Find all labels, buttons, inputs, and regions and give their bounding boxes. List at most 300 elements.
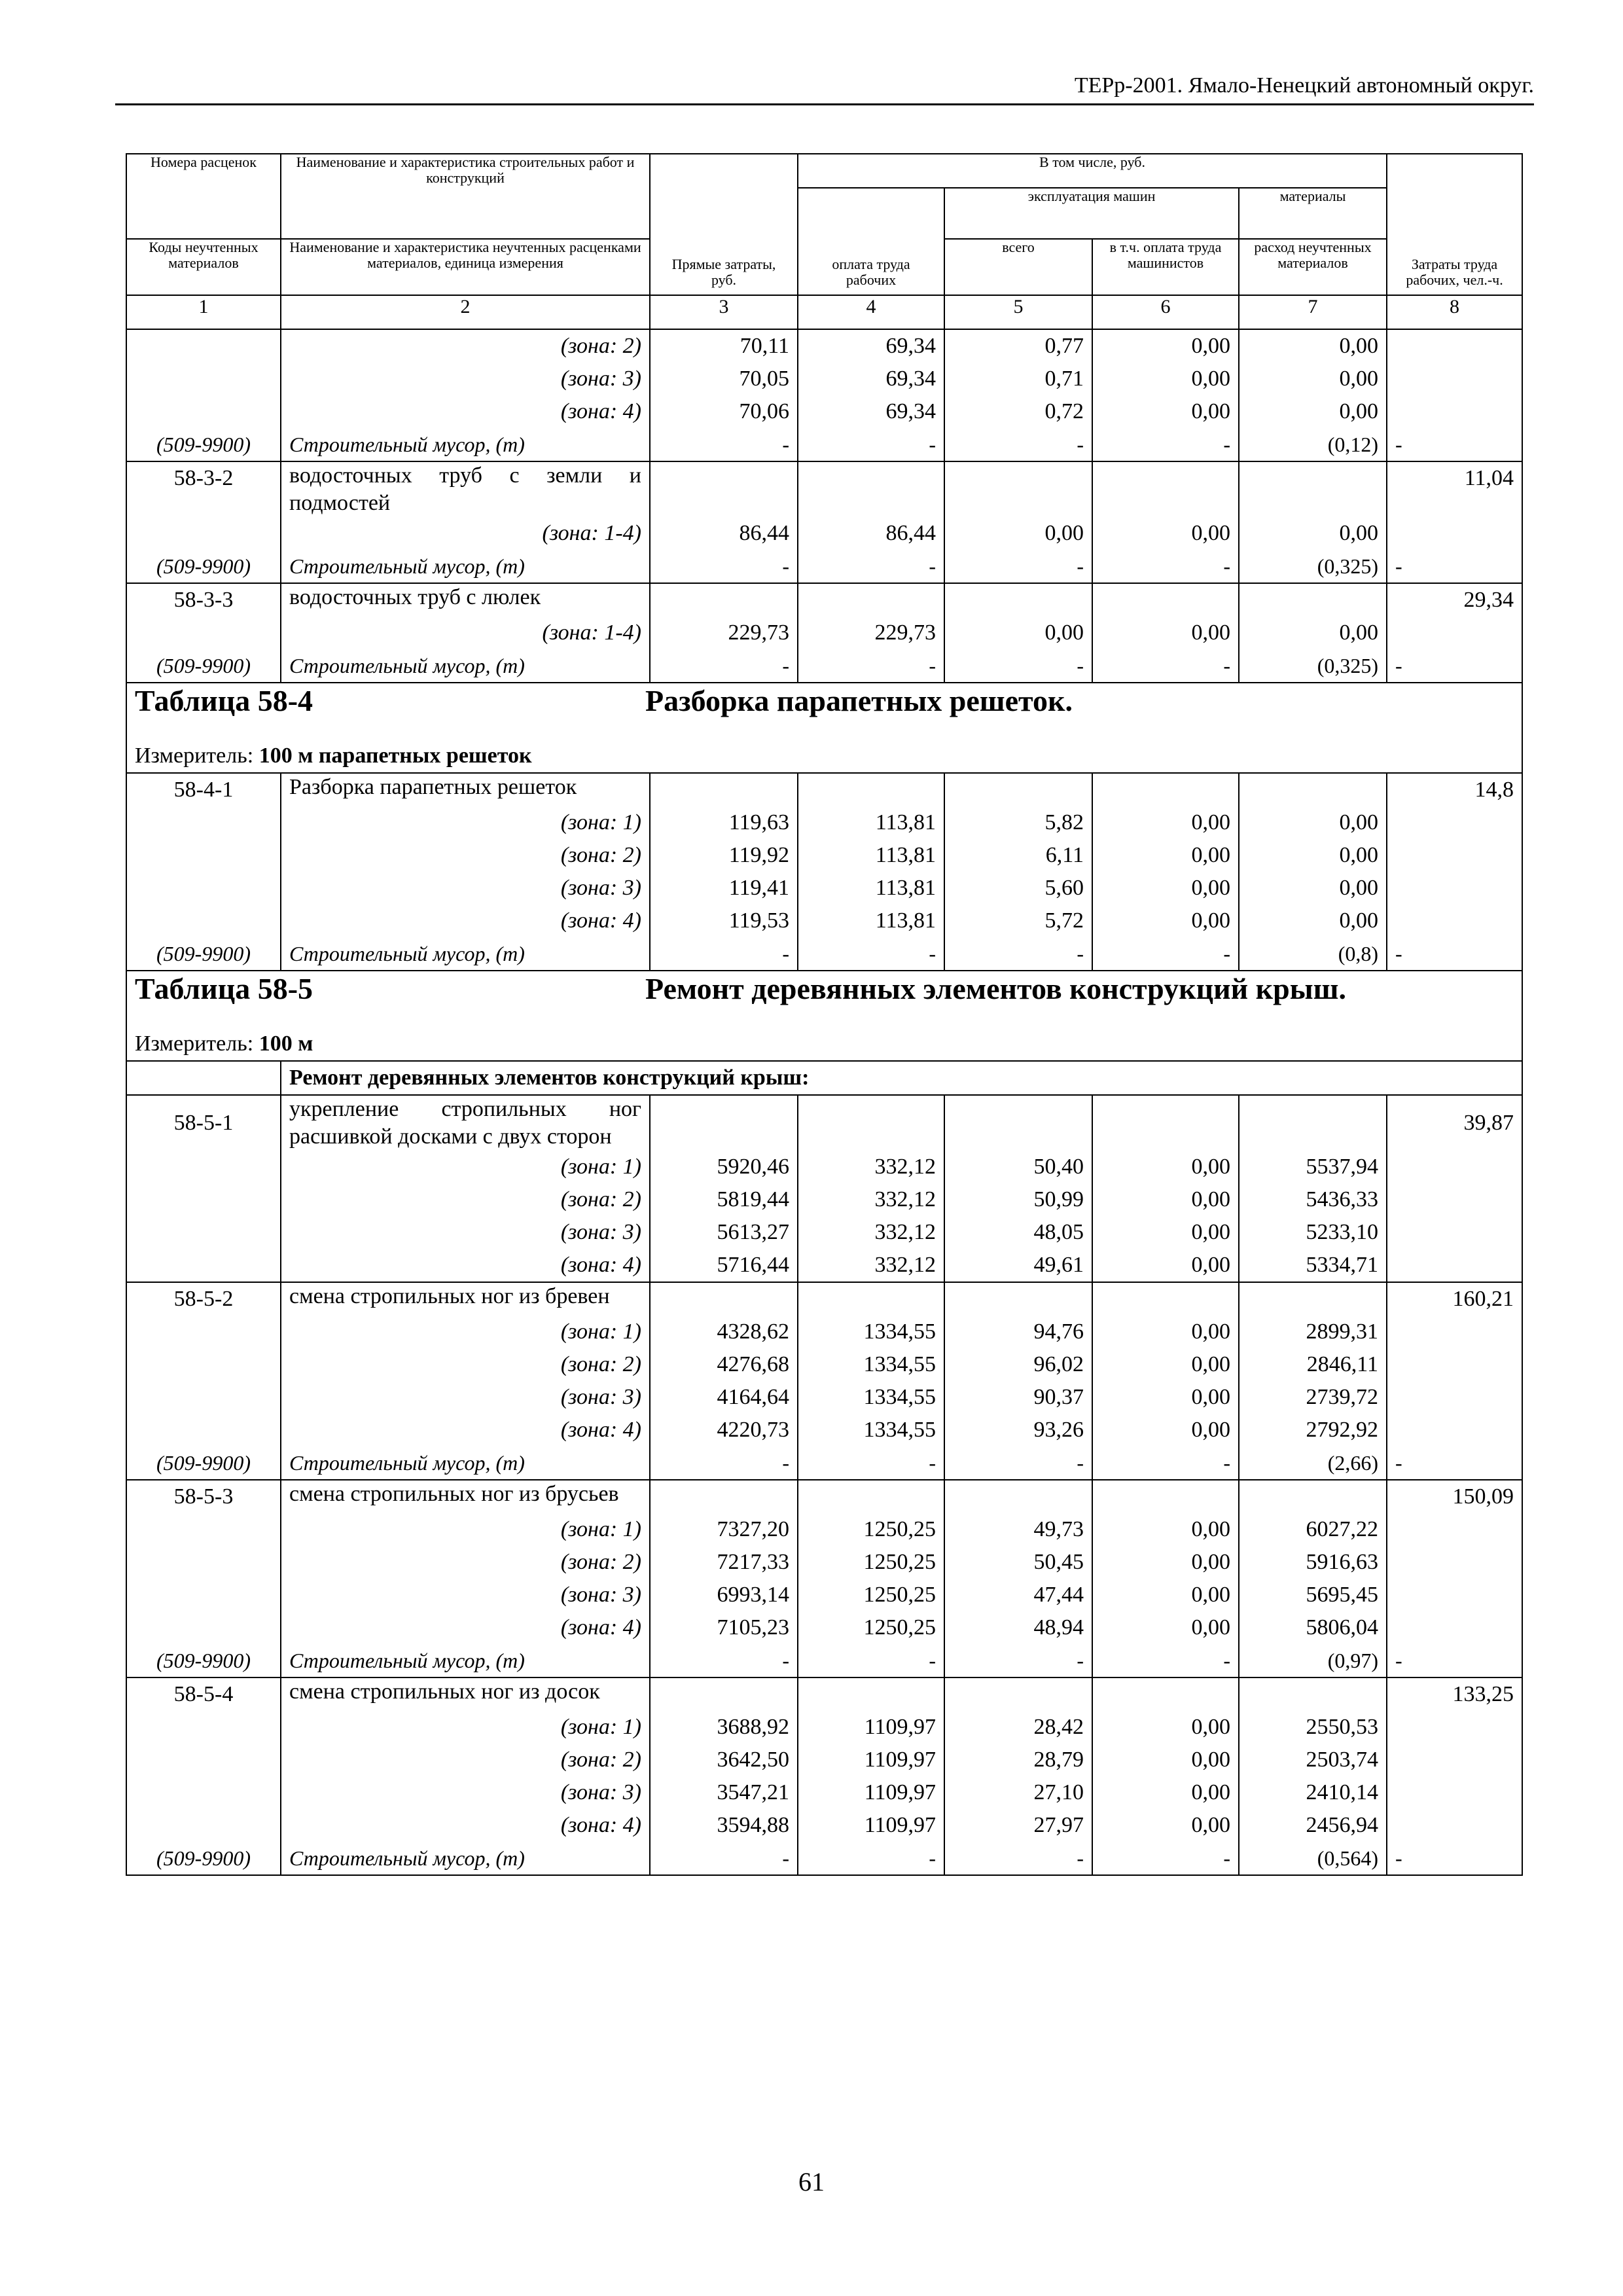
direct-costs: 6993,14 [650,1579,798,1611]
direct-costs: 7217,33 [650,1546,798,1579]
zone-label: (зона: 3) [281,1776,650,1809]
work-description: водосточных труб с земли и подмостей [281,461,650,517]
dash-mark: - [1387,649,1522,683]
direct-costs: 3547,21 [650,1776,798,1809]
empty-cell [126,617,281,649]
dash-mark: - [1387,428,1522,461]
header-machinist-pay: в т.ч. оплата труда машинистов [1092,239,1239,295]
direct-costs: 70,05 [650,363,798,395]
machines-total: 47,44 [944,1579,1092,1611]
empty-cell [1387,1183,1522,1216]
material-consumption: 2739,72 [1239,1381,1387,1414]
dash-mark: - [944,428,1092,461]
dash-mark: - [1092,937,1239,971]
dash-mark: - [650,550,798,583]
direct-costs: 119,92 [650,839,798,872]
empty-cell [126,1546,281,1579]
zone-row [126,1744,1522,1776]
machinist-pay: 0,00 [1092,905,1239,937]
material-quantity: (0,325) [1239,649,1387,683]
dash-mark: - [798,1842,944,1875]
header-workers-pay: оплата труда рабочих [798,188,944,295]
zone-label: (зона: 4) [281,1611,650,1644]
machinist-pay: 0,00 [1092,806,1239,839]
measure-row [126,1028,1522,1061]
machines-total: 49,73 [944,1513,1092,1546]
workers-pay: 332,12 [798,1183,944,1216]
zone-row [126,1249,1522,1282]
workers-pay: 332,12 [798,1216,944,1249]
machinist-pay: 0,00 [1092,1546,1239,1579]
rate-row [126,1480,1522,1513]
zone-row [126,329,1522,363]
measure-label: Измеритель: [135,1031,259,1056]
zone-label: (зона: 3) [281,1216,650,1249]
dash-mark: - [1387,1842,1522,1875]
empty-cell [1387,1579,1522,1611]
material-name: Строительный мусор, (т) [281,1842,650,1875]
workers-pay: 1250,25 [798,1513,944,1546]
debris-row [126,1644,1522,1677]
empty-cell [650,773,798,806]
empty-cell [126,1744,281,1776]
material-name: Строительный мусор, (т) [281,1446,650,1480]
zone-row [126,1414,1522,1446]
workers-pay: 113,81 [798,806,944,839]
rate-row [126,461,1522,517]
empty-cell [126,1183,281,1216]
column-number: 8 [1387,295,1522,329]
zone-label: (зона: 4) [281,1809,650,1842]
empty-cell [1092,1677,1239,1711]
labor-hours: 150,09 [1387,1480,1522,1513]
material-consumption: 2846,11 [1239,1348,1387,1381]
machinist-pay: 0,00 [1092,1513,1239,1546]
header-direct-costs: Прямые затраты, руб. [650,154,798,295]
machinist-pay: 0,00 [1092,1216,1239,1249]
dash-mark: - [798,550,944,583]
rate-code: (509-9900) [126,937,281,971]
empty-cell [1092,583,1239,617]
empty-cell [944,583,1092,617]
direct-costs: 229,73 [650,617,798,649]
material-quantity: (2,66) [1239,1446,1387,1480]
zone-row [126,1316,1522,1348]
dash-mark: - [798,937,944,971]
zone-label: (зона: 1-4) [281,617,650,649]
machines-total: 5,82 [944,806,1092,839]
machines-total: 6,11 [944,839,1092,872]
zone-row [126,517,1522,550]
work-description: смена стропильных ног из брусьев [281,1480,650,1513]
rate-code: 58-5-1 [126,1095,281,1151]
labor-hours: 39,87 [1387,1095,1522,1151]
material-consumption: 0,00 [1239,329,1387,363]
empty-cell [798,583,944,617]
rate-code: 58-5-3 [126,1480,281,1513]
workers-pay: 69,34 [798,395,944,428]
zone-row [126,1579,1522,1611]
machinist-pay: 0,00 [1092,1611,1239,1644]
empty-cell [1387,1216,1522,1249]
material-consumption: 5334,71 [1239,1249,1387,1282]
table-title-row [126,971,1522,1028]
empty-cell [1387,1348,1522,1381]
empty-cell [126,905,281,937]
workers-pay: 86,44 [798,517,944,550]
dash-mark: - [650,1446,798,1480]
empty-cell [798,1677,944,1711]
empty-cell [798,1480,944,1513]
machines-total: 94,76 [944,1316,1092,1348]
empty-cell [650,1480,798,1513]
zone-row [126,839,1522,872]
zone-row [126,1348,1522,1381]
rate-code: 58-3-3 [126,583,281,617]
column-number: 5 [944,295,1092,329]
empty-cell [650,461,798,517]
subheading: Ремонт деревянных элементов конструкций крыш: [281,1061,1522,1095]
direct-costs: 3688,92 [650,1711,798,1744]
machinist-pay: 0,00 [1092,1776,1239,1809]
zone-label: (зона: 3) [281,1579,650,1611]
workers-pay: 1250,25 [798,1546,944,1579]
zone-label: (зона: 1-4) [281,517,650,550]
machinist-pay: 0,00 [1092,363,1239,395]
material-consumption: 0,00 [1239,617,1387,649]
empty-cell [1387,517,1522,550]
empty-cell [126,1414,281,1446]
direct-costs: 119,41 [650,872,798,905]
zone-label: (зона: 2) [281,1183,650,1216]
empty-cell [798,773,944,806]
rate-code: 58-4-1 [126,773,281,806]
rate-code: 58-3-2 [126,461,281,517]
empty-cell [1092,1282,1239,1316]
empty-cell [1092,461,1239,517]
header-materials: материалы [1239,188,1387,239]
machinist-pay: 0,00 [1092,1579,1239,1611]
table-number: Таблица 58-5 [135,972,313,1005]
material-consumption: 5436,33 [1239,1183,1387,1216]
direct-costs: 7327,20 [650,1513,798,1546]
labor-hours: 14,8 [1387,773,1522,806]
dash-mark: - [1092,428,1239,461]
dash-mark: - [944,550,1092,583]
workers-pay: 229,73 [798,617,944,649]
zone-row [126,1183,1522,1216]
zone-label: (зона: 2) [281,329,650,363]
machinist-pay: 0,00 [1092,1414,1239,1446]
direct-costs: 86,44 [650,517,798,550]
machinist-pay: 0,00 [1092,617,1239,649]
direct-costs: 4276,68 [650,1348,798,1381]
rate-row [126,583,1522,617]
empty-cell [1092,773,1239,806]
rate-row [126,773,1522,806]
workers-pay: 1334,55 [798,1316,944,1348]
dash-mark: - [650,428,798,461]
debris-row [126,937,1522,971]
empty-cell [1387,1776,1522,1809]
empty-cell [126,395,281,428]
empty-cell [650,1282,798,1316]
machinist-pay: 0,00 [1092,872,1239,905]
direct-costs: 4220,73 [650,1414,798,1446]
machines-total: 0,00 [944,617,1092,649]
empty-cell [126,1381,281,1414]
dash-mark: - [1092,649,1239,683]
workers-pay: 1334,55 [798,1414,944,1446]
machinist-pay: 0,00 [1092,1316,1239,1348]
material-consumption: 2456,94 [1239,1809,1387,1842]
material-quantity: (0,564) [1239,1842,1387,1875]
machines-total: 5,72 [944,905,1092,937]
empty-cell [650,1677,798,1711]
machinist-pay: 0,00 [1092,1744,1239,1776]
machines-total: 48,94 [944,1611,1092,1644]
material-consumption: 2550,53 [1239,1711,1387,1744]
material-name: Строительный мусор, (т) [281,550,650,583]
material-quantity: (0,12) [1239,428,1387,461]
empty-cell [1239,773,1387,806]
empty-cell [1387,617,1522,649]
empty-cell [126,363,281,395]
material-consumption: 0,00 [1239,517,1387,550]
zone-row [126,1513,1522,1546]
direct-costs: 70,06 [650,395,798,428]
empty-cell [1387,1711,1522,1744]
machinist-pay: 0,00 [1092,1249,1239,1282]
empty-cell [126,1711,281,1744]
dash-mark: - [944,1842,1092,1875]
direct-costs: 119,63 [650,806,798,839]
direct-costs: 3642,50 [650,1744,798,1776]
zone-label: (зона: 2) [281,1744,650,1776]
zone-row [126,1216,1522,1249]
zone-row [126,617,1522,649]
machinist-pay: 0,00 [1092,395,1239,428]
empty-cell [1239,1282,1387,1316]
machines-total: 50,45 [944,1546,1092,1579]
machines-total: 50,99 [944,1183,1092,1216]
direct-costs: 4328,62 [650,1316,798,1348]
header-machines: эксплуатация машин [944,188,1239,239]
direct-costs: 3594,88 [650,1809,798,1842]
debris-row [126,550,1522,583]
machines-total: 48,05 [944,1216,1092,1249]
material-consumption: 5233,10 [1239,1216,1387,1249]
material-consumption: 0,00 [1239,905,1387,937]
work-description: смена стропильных ног из бревен [281,1282,650,1316]
material-name: Строительный мусор, (т) [281,1644,650,1677]
table-title: Разборка парапетных решеток. [645,684,1073,717]
machinist-pay: 0,00 [1092,1381,1239,1414]
empty-cell [650,1095,798,1151]
zone-label: (зона: 1) [281,1151,650,1183]
column-number: 6 [1092,295,1239,329]
empty-cell [126,329,281,363]
workers-pay: 113,81 [798,839,944,872]
table-number: Таблица 58-4 [135,684,313,717]
empty-cell [798,1282,944,1316]
empty-cell [126,839,281,872]
workers-pay: 1250,25 [798,1579,944,1611]
workers-pay: 69,34 [798,329,944,363]
empty-cell [1387,1611,1522,1644]
zone-label: (зона: 4) [281,905,650,937]
empty-cell [126,1151,281,1183]
machines-total: 5,60 [944,872,1092,905]
machines-total: 0,71 [944,363,1092,395]
dash-mark: - [1387,550,1522,583]
zone-row [126,1611,1522,1644]
empty-cell [126,806,281,839]
empty-cell [126,1216,281,1249]
header-machines-total: всего [944,239,1092,295]
material-quantity: (0,325) [1239,550,1387,583]
rate-code: (509-9900) [126,428,281,461]
work-description: укрепление стропильных ног расшивкой досками с двух сторон [281,1095,650,1151]
rate-code: (509-9900) [126,649,281,683]
material-consumption: 0,00 [1239,872,1387,905]
material-name: Строительный мусор, (т) [281,937,650,971]
dash-mark: - [798,428,944,461]
direct-costs: 4164,64 [650,1381,798,1414]
material-consumption: 2503,74 [1239,1744,1387,1776]
zone-label: (зона: 3) [281,363,650,395]
direct-costs: 5819,44 [650,1183,798,1216]
labor-hours: 133,25 [1387,1677,1522,1711]
zone-row [126,1546,1522,1579]
empty-cell [126,1348,281,1381]
rate-code: (509-9900) [126,1842,281,1875]
empty-cell [1239,1480,1387,1513]
material-consumption: 5695,45 [1239,1579,1387,1611]
empty-cell [1387,839,1522,872]
material-name: Строительный мусор, (т) [281,428,650,461]
rate-code: 58-5-2 [126,1282,281,1316]
machinist-pay: 0,00 [1092,839,1239,872]
workers-pay: 1109,97 [798,1776,944,1809]
zone-label: (зона: 4) [281,395,650,428]
zone-row [126,905,1522,937]
machines-total: 28,79 [944,1744,1092,1776]
workers-pay: 69,34 [798,363,944,395]
direct-costs: 5920,46 [650,1151,798,1183]
zone-row [126,363,1522,395]
empty-cell [1239,1095,1387,1151]
rate-row [126,1282,1522,1316]
zone-row [126,872,1522,905]
machinist-pay: 0,00 [1092,1348,1239,1381]
machinist-pay: 0,00 [1092,517,1239,550]
labor-hours: 160,21 [1387,1282,1522,1316]
machinist-pay: 0,00 [1092,1183,1239,1216]
rate-code: (509-9900) [126,1446,281,1480]
empty-cell [1239,583,1387,617]
material-name: Строительный мусор, (т) [281,649,650,683]
header-including: В том числе, руб. [798,154,1387,188]
zone-label: (зона: 1) [281,1513,650,1546]
measure-value: 100 м парапетных решеток [259,744,532,768]
empty-cell [1387,1151,1522,1183]
empty-cell [126,517,281,550]
empty-cell [1387,1381,1522,1414]
column-numbers-row [126,295,1522,329]
labor-hours: 11,04 [1387,461,1522,517]
empty-cell [944,773,1092,806]
empty-cell [126,872,281,905]
workers-pay: 1334,55 [798,1348,944,1381]
machines-total: 28,42 [944,1711,1092,1744]
zone-label: (зона: 3) [281,872,650,905]
empty-cell [944,1480,1092,1513]
empty-cell [126,1513,281,1546]
dash-mark: - [944,937,1092,971]
empty-cell [1387,395,1522,428]
header-price-numbers: Номера расценок [126,154,281,239]
machines-total: 27,10 [944,1776,1092,1809]
zone-label: (зона: 2) [281,839,650,872]
empty-cell [798,461,944,517]
zone-label: (зона: 2) [281,1348,650,1381]
column-number: 7 [1239,295,1387,329]
empty-cell [1387,1513,1522,1546]
material-quantity: (0,97) [1239,1644,1387,1677]
empty-cell [126,1579,281,1611]
machines-total: 0,72 [944,395,1092,428]
material-consumption: 0,00 [1239,363,1387,395]
empty-cell [1239,1677,1387,1711]
empty-cell [1387,329,1522,363]
page-number: 61 [798,2167,825,2197]
machines-total: 0,77 [944,329,1092,363]
zone-label: (зона: 4) [281,1414,650,1446]
material-consumption: 2899,31 [1239,1316,1387,1348]
machines-total: 27,97 [944,1809,1092,1842]
machines-total: 49,61 [944,1249,1092,1282]
rate-code: (509-9900) [126,1644,281,1677]
dash-mark: - [650,937,798,971]
empty-cell [1387,363,1522,395]
dash-mark: - [1092,1842,1239,1875]
subheading-row [126,1061,1522,1095]
direct-costs: 70,11 [650,329,798,363]
column-number: 4 [798,295,944,329]
labor-hours: 29,34 [1387,583,1522,617]
measure-label: Измеритель: [135,744,259,768]
empty-cell [944,1282,1092,1316]
machinist-pay: 0,00 [1092,1809,1239,1842]
workers-pay: 1250,25 [798,1611,944,1644]
material-consumption: 0,00 [1239,839,1387,872]
zone-row [126,1711,1522,1744]
zone-row [126,395,1522,428]
machines-total: 0,00 [944,517,1092,550]
column-number: 2 [281,295,650,329]
direct-costs: 7105,23 [650,1611,798,1644]
empty-cell [650,583,798,617]
header-material-names: Наименование и характеристика неучтенных расценками материалов, единица измерения [281,239,650,295]
empty-cell [126,1316,281,1348]
rate-code: (509-9900) [126,550,281,583]
measure-row [126,740,1522,773]
empty-cell [1239,461,1387,517]
empty-cell [1387,905,1522,937]
material-consumption: 6027,22 [1239,1513,1387,1546]
empty-cell [944,1677,1092,1711]
